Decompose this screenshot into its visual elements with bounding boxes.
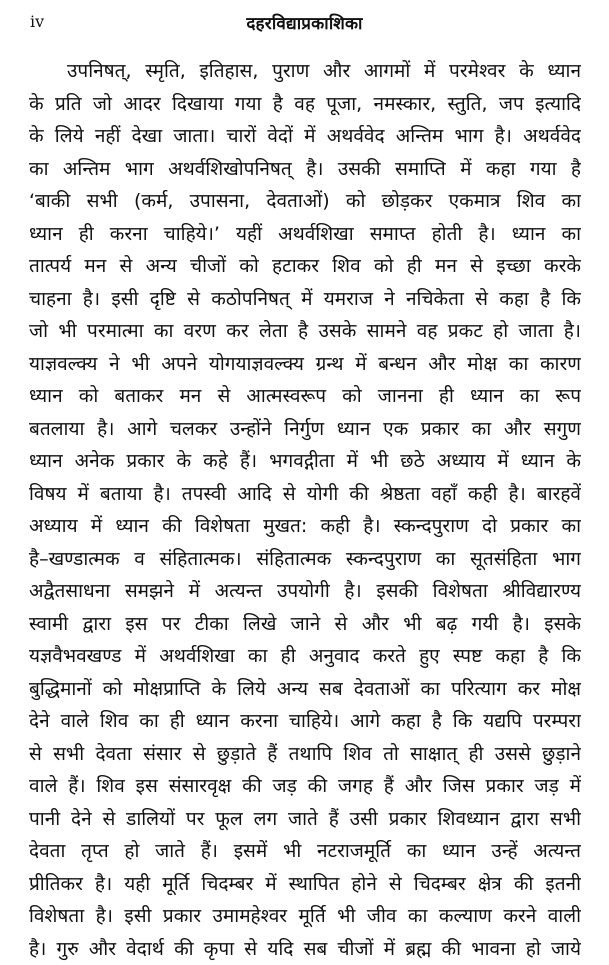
text-line: ‘बाकी सभी (कर्म, उपासना, देवताओं) को छोड़कर एकमात्र शिव का: [29, 185, 581, 218]
running-title: दहरविद्याप्रकाशिका: [0, 11, 609, 34]
text-line: के लिये नहीं देखा जाता। चारों वेदों में अथर्ववेद अन्तिम भाग है। अथर्ववेद: [29, 120, 581, 153]
page-number: iv: [30, 12, 44, 31]
text-line: स्वामी द्वारा इस पर टीका लिखे जाने से और भी बढ़ गयी है। इसके: [29, 608, 581, 641]
text-line: विशेषता है। इसी प्रकार उमामहेश्वर मूर्ति भी जीव का कल्याण करने वाली: [29, 900, 581, 933]
text-line: अध्याय में ध्यान की विशेषता मुखत: कही है। स्कन्दपुराण दो प्रकार का: [29, 510, 581, 543]
text-line: तात्पर्य मन से अन्य चीजों को हटाकर शिव को ही मन से इच्छा करके: [29, 250, 581, 283]
text-line: है। गुरु और वेदार्थ की कृपा से यदि सब चीजों में ब्रह्म की भावना हो जाये: [29, 933, 581, 965]
text-line: पानी देने से डालियों पर फूल लग जाते हैं उसी प्रकार शिवध्यान द्वारा सभी: [29, 803, 581, 836]
text-line: ध्यान को बताकर मन से आत्मस्वरूप को जानना ही ध्यान का रूप: [29, 380, 581, 413]
text-line: चाहना है। इसी दृष्टि से कठोपनिषत् में यमराज ने नचिकेता से कहा है कि: [29, 283, 581, 316]
text-line: बुद्धिमानों को मोक्षप्राप्ति के लिये अन्य सब देवताओं का परित्याग कर मोक्ष: [29, 673, 581, 706]
text-line: अद्वैतसाधना समझने में अत्यन्त उपयोगी है। इसकी विशेषता श्रीविद्यारण्य: [29, 575, 581, 608]
text-line: ध्यान अनेक प्रकार के कहे हैं। भगवद्गीता में भी छठे अध्याय में ध्यान के: [29, 445, 581, 478]
text-line: का अन्तिम भाग अथर्वशिखोपनिषत् है। उसकी समाप्ति में कहा गया है: [29, 153, 581, 186]
text-line: ध्यान ही करना चाहिये।’ यहीं अथर्वशिखा समाप्त होती है। ध्यान का: [29, 218, 581, 251]
text-line: उपनिषत्, स्मृति, इतिहास, पुराण और आगमों में परमेश्वर के ध्यान: [29, 55, 581, 88]
text-line: देवता तृप्त हो जाते हैं। इसमें भी नटराजमूर्ति का ध्यान उन्हें अत्यन्त: [29, 835, 581, 868]
body-text: [29, 55, 581, 965]
text-line: देने वाले शिव का ही ध्यान करना चाहिये। आगे कहा है कि यद्यपि परम्परा: [29, 705, 581, 738]
text-line: के प्रति जो आदर दिखाया गया है वह पूजा, नमस्कार, स्तुति, जप इत्यादि: [29, 88, 581, 121]
text-line: से सभी देवता संसार से छुड़ाते हैं तथापि शिव तो साक्षात् ही उससे छुड़ाने: [29, 738, 581, 771]
text-line: याज्ञवल्क्य ने भी अपने योगयाज्ञवल्क्य ग्रन्थ में बन्धन और मोक्ष का कारण: [29, 348, 581, 381]
text-line: विषय में बताया है। तपस्वी आदि से योगी की श्रेष्ठता वहाँ कही है। बारहवें: [29, 478, 581, 511]
text-line: बतलाया है। आगे चलकर उन्होंने निर्गुण ध्यान एक प्रकार का और सगुण: [29, 413, 581, 446]
text-line: जो भी परमात्मा का वरण कर लेता है उसके सामने वह प्रकट हो जाता है।: [29, 315, 581, 348]
text-line: प्रीतिकर है। यही मूर्ति चिदम्बर में स्थापित होने से चिदम्बर क्षेत्र की इतनी: [29, 868, 581, 901]
text-line: वाले हैं। शिव इस संसारवृक्ष की जड़ की जगह हैं और जिस प्रकार जड़ में: [29, 770, 581, 803]
text-line: यज्ञवैभवखण्ड में अथर्वशिखा का ही अनुवाद करते हुए स्पष्ट कहा है कि: [29, 640, 581, 673]
text-line: है–खण्डात्मक व संहितात्मक। संहितात्मक स्कन्दपुराण का सूतसंहिता भाग: [29, 543, 581, 576]
